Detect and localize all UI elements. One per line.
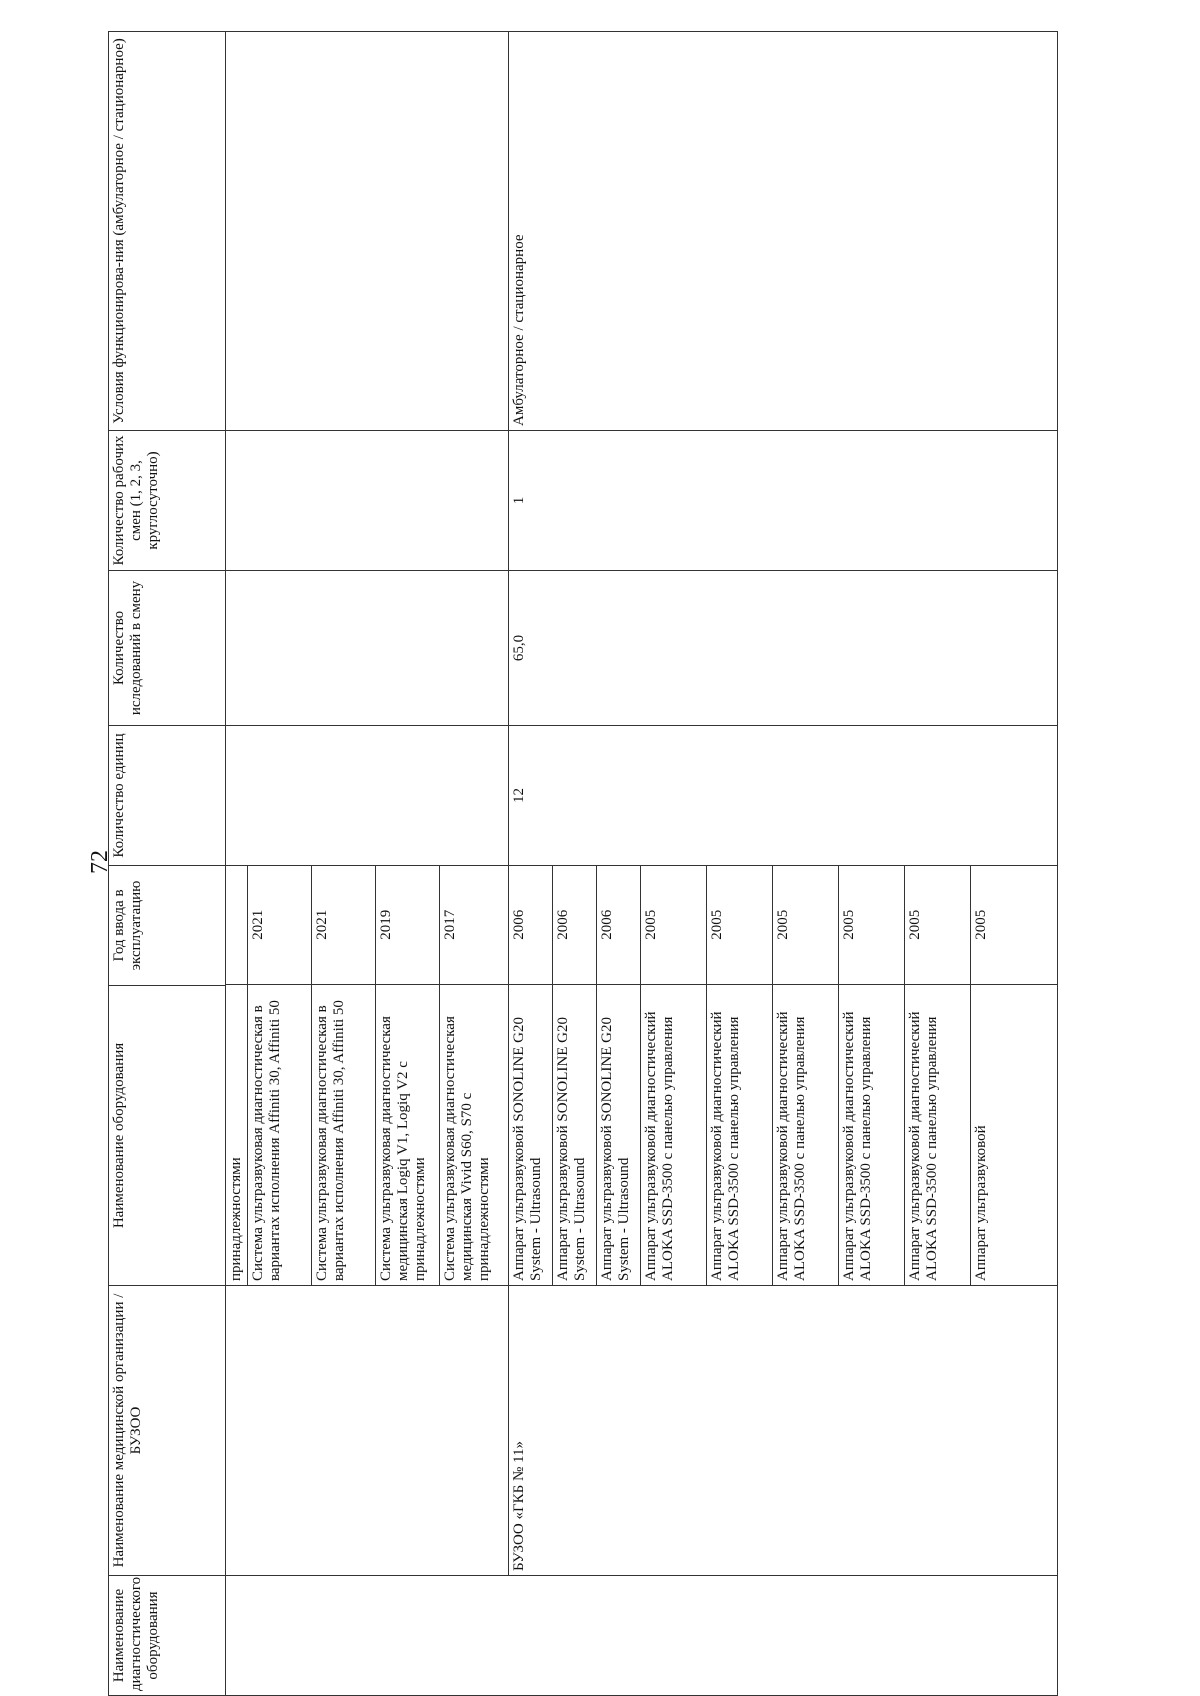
- shifts-cell: 1: [508, 431, 1058, 571]
- list-item: Аппарат ультразвуковой SONOLINE G20 System - Ultrasound 2006: [553, 865, 597, 1285]
- header-equipment-name: Наименование оборудования: [109, 986, 226, 1286]
- shifts-cell: [226, 431, 509, 571]
- conditions-cell: [226, 32, 509, 431]
- header-diagnostic-equipment: Наименование диагностического оборудования: [109, 1576, 226, 1696]
- list-item: Аппарат ультразвуковой SONOLINE G20 System - Ultrasound 2006: [597, 865, 641, 1285]
- list-item: Система ультразвуковая диагностическая медицинская Vivid S60, S70 с принадлежностями 2017: [440, 865, 508, 1285]
- studies-cell: [226, 571, 509, 726]
- equipment-list: [508, 866, 1058, 1286]
- header-units: Количество единиц: [109, 726, 226, 866]
- list-item: Аппарат ультразвуковой диагностический ALOKA SSD-3500 с панелью управления 2005: [839, 865, 905, 1285]
- organization-cell: БУЗОО «ГКБ № 11»: [508, 1286, 1058, 1576]
- diagnostic-equipment-cell: [226, 1576, 1058, 1696]
- page-number: 72: [87, 850, 113, 874]
- list-item: Аппарат ультразвуковой диагностический ALOKA SSD-3500 с панелью управления 2005: [773, 865, 839, 1285]
- table-row: [226, 32, 509, 1696]
- table-row: [508, 32, 1058, 1696]
- header-row: [109, 32, 226, 1696]
- list-item: Аппарат ультразвуковой SONOLINE G20 System - Ultrasound 2006: [509, 865, 553, 1285]
- header-organization: Наименование медицинской организации / БУЗОО: [109, 1286, 226, 1576]
- list-item: Система ультразвуковая диагностическая медицинская Logiq V1, Logiq V2 с принадлежностями 2019: [376, 865, 440, 1285]
- header-year: Год ввода в эксплуатацию: [109, 866, 226, 986]
- list-item: Система ультразвуковая диагностическая в вариантах исполнения Affiniti 30, Affiniti 50 2021: [312, 865, 376, 1285]
- studies-cell: 65,0: [508, 571, 1058, 726]
- header-studies: Количество иследований в смену: [109, 571, 226, 726]
- organization-cell: [226, 1286, 509, 1576]
- units-cell: 12: [508, 726, 1058, 866]
- list-item: принадлежностями: [226, 865, 248, 1285]
- equipment-list: [226, 866, 509, 1286]
- units-cell: [226, 726, 509, 866]
- conditions-cell: Амбулаторное / стационарное: [508, 32, 1058, 431]
- list-item: Система ультразвуковая диагностическая в вариантах исполнения Affiniti 30, Affiniti 50 2021: [248, 865, 312, 1285]
- list-item: Аппарат ультразвуковой диагностический ALOKA SSD-3500 с панелью управления 2005: [641, 865, 707, 1285]
- list-item: Аппарат ультразвуковой диагностический ALOKA SSD-3500 с панелью управления 2005: [707, 865, 773, 1285]
- header-shifts: Количество рабочих смен (1, 2, 3, круглосуточно): [109, 431, 226, 571]
- rotated-table-container: [108, 32, 1058, 1696]
- header-conditions: Условия функционирова-ния (амбулаторное / стационарное): [109, 32, 226, 431]
- equipment-table: [108, 31, 1058, 1696]
- list-item: Аппарат ультразвуковой диагностический ALOKA SSD-3500 с панелью управления 2005: [905, 865, 971, 1285]
- list-item: Аппарат ультразвуковой 2005: [971, 865, 1058, 1285]
